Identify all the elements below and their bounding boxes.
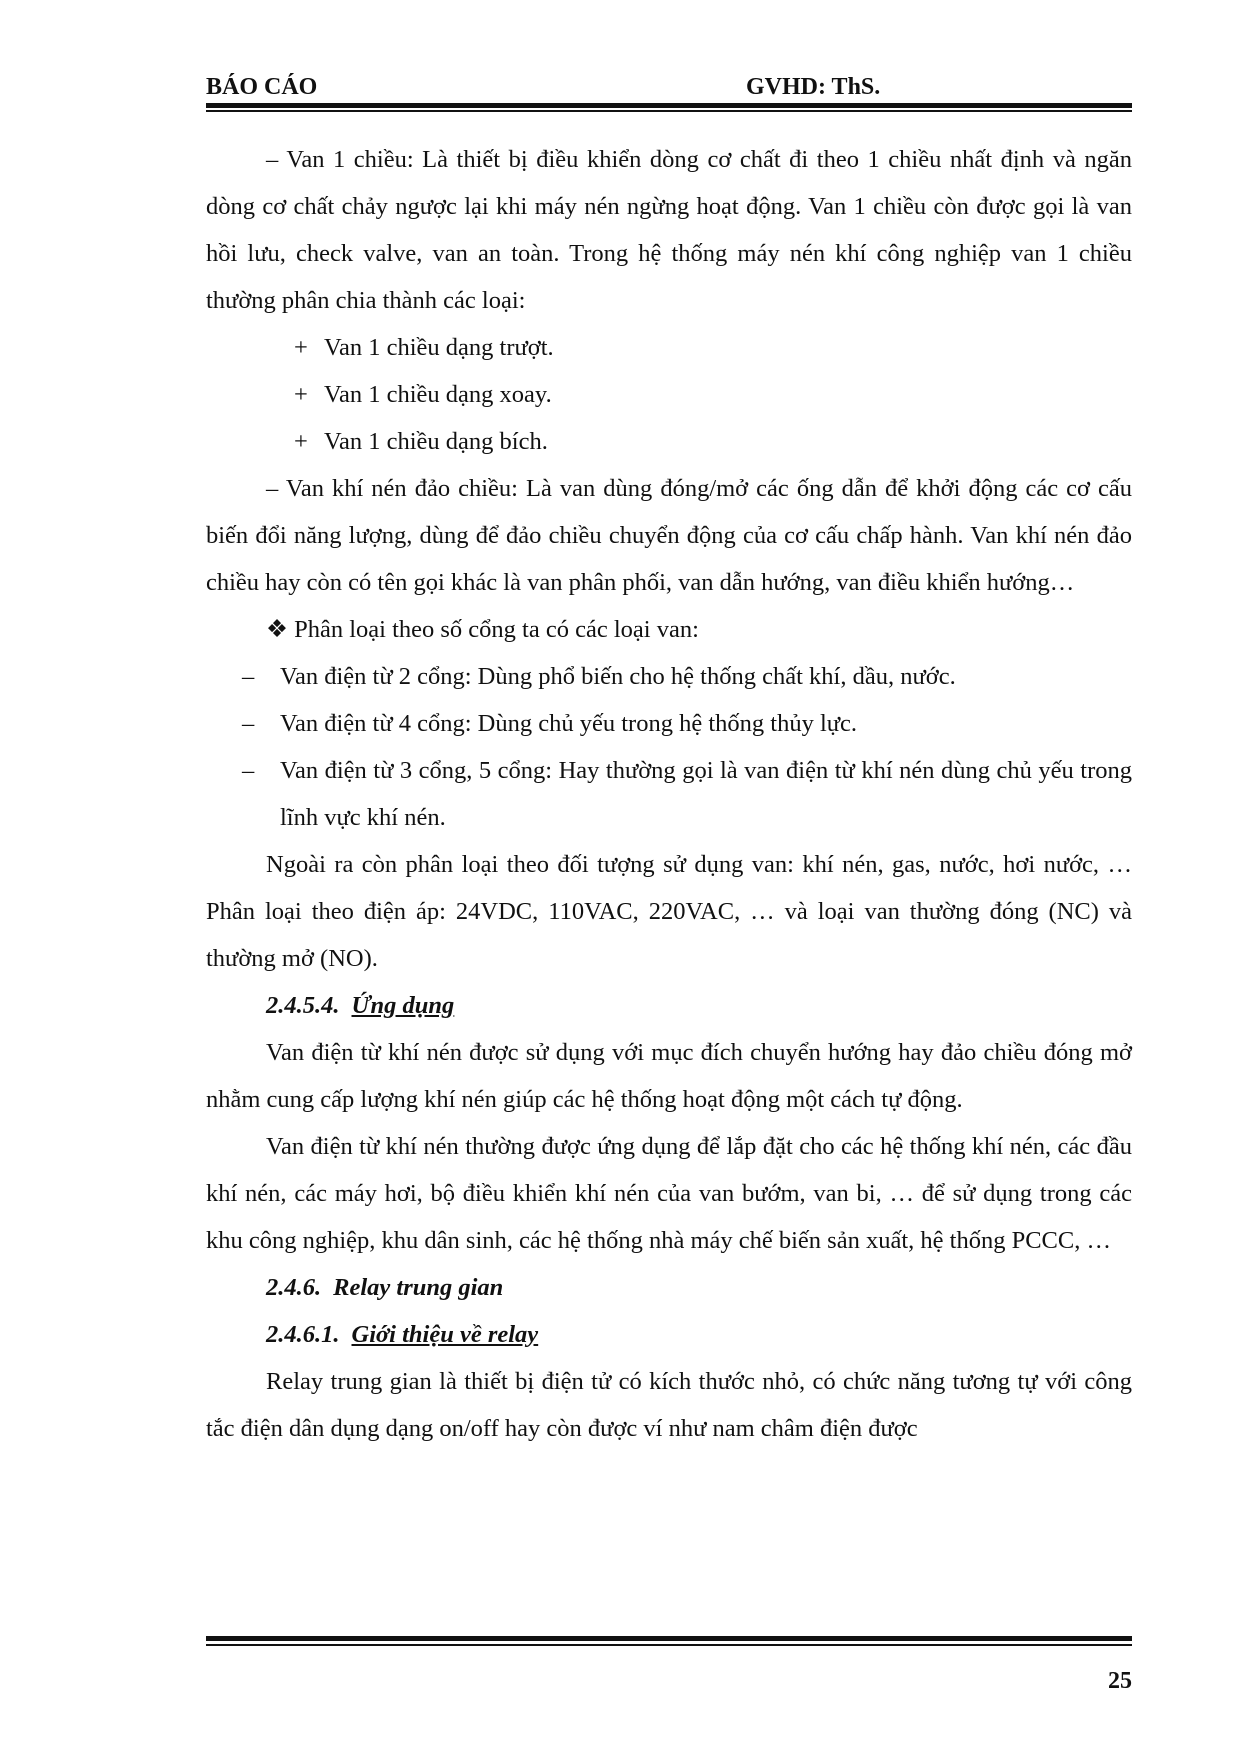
heading-number: 2.4.5.4. [266,992,340,1019]
plus-bullet-icon: + [294,334,308,361]
footer-rule-thin [206,1644,1132,1646]
list-item [206,324,1132,371]
header-rule-thick [206,103,1132,108]
heading-2-4-6 [206,1264,1132,1311]
paragraph-check-valve: – Van 1 chiều: Là thiết bị điều khiển dòng cơ chất đi theo 1 chiều nhất định và ngăn dòng cơ chất chảy ngược lại khi máy nén ngừng hoạt động. Van 1 chiều còn được gọi là van hồi lưu, check valve, van an toàn. Trong hệ thống máy nén khí công nghiệp van 1 chiều thường phân chia thành các loại: [206,146,1132,314]
diamond-bullet-icon: ❖ [266,616,295,643]
plus-bullet-icon: + [294,428,308,455]
heading-title: Giới thiệu về relay [351,1321,539,1348]
paragraph-directional-valve: – Van khí nén đảo chiều: Là van dùng đóng/mở các ống dẫn để khởi động các cơ cấu biến đổi năng lượng, dùng để đảo chiều chuyển động của cơ cấu chấp hành. Van khí nén đảo chiều hay còn có tên gọi khác là van phân phối, van dẫn hướng, van điều khiển hướng… [206,475,1132,596]
list-item [206,418,1132,465]
classification-bullet [206,606,1132,653]
dash-bullet-icon: – [242,710,255,737]
heading-2-4-6-1 [206,1311,1132,1358]
header-rule-thin [206,110,1132,112]
header-report-label: BÁO CÁO [206,74,318,100]
list-item-text: Van 1 chiều dạng trượt. [324,334,554,361]
plus-bullet-icon: + [294,381,308,408]
list-item [206,653,1132,700]
list-item-text: Van điện từ 4 cổng: Dùng chủ yếu trong hệ thống thủy lực. [280,710,858,737]
list-item [206,371,1132,418]
heading-title: Ứng dụng [351,992,455,1019]
heading-title: Relay trung gian [333,1274,504,1301]
page-number: 25 [1108,1668,1132,1694]
heading-number: 2.4.6.1. [266,1321,340,1348]
list-item-text: Van điện từ 3 cổng, 5 cổng: Hay thường gọi là van điện từ khí nén dùng chủ yếu trong lĩnh vực khí nén. [280,757,1132,831]
list-item-text: Van 1 chiều dạng bích. [324,428,548,455]
dash-bullet-icon: – [242,757,255,784]
heading-2-4-5-4 [206,982,1132,1029]
list-item-text: Van 1 chiều dạng xoay. [324,381,552,408]
page-body [206,136,1132,1452]
dash-bullet-icon: – [242,663,255,690]
list-item [206,700,1132,747]
paragraph-application-1: Van điện từ khí nén được sử dụng với mục đích chuyển hướng hay đảo chiều đóng mở nhằm cung cấp lượng khí nén giúp các hệ thống hoạt động một cách tự động. [206,1039,1132,1113]
header-advisor-label: GVHD: ThS. [746,74,881,100]
footer-rule-thick [206,1636,1132,1641]
classification-bullet-text: Phân loại theo số cổng ta có các loại van: [294,616,699,643]
paragraph-relay-intro: Relay trung gian là thiết bị điện tử có kích thước nhỏ, có chức năng tương tự với công tắc điện dân dụng dạng on/off hay còn được ví như nam châm điện được [206,1368,1132,1442]
heading-number: 2.4.6. [266,1274,322,1301]
list-item [206,747,1132,841]
paragraph-application-2: Van điện từ khí nén thường được ứng dụng để lắp đặt cho các hệ thống khí nén, các đầu khí nén, các máy hơi, bộ điều khiển khí nén của van bướm, van bi, … để sử dụng trong các khu công nghiệp, khu dân sinh, các hệ thống nhà máy chế biến sản xuất, hệ thống PCCC, … [206,1133,1132,1254]
list-item-text: Van điện từ 2 cổng: Dùng phổ biến cho hệ thống chất khí, dầu, nước. [280,663,956,690]
paragraph-other-classification: Ngoài ra còn phân loại theo đối tượng sử dụng van: khí nén, gas, nước, hơi nước, … Phân loại theo điện áp: 24VDC, 110VAC, 220VAC, … và loại van thường đóng (NC) và thường mở (NO). [206,851,1132,972]
page-header [206,74,1132,104]
